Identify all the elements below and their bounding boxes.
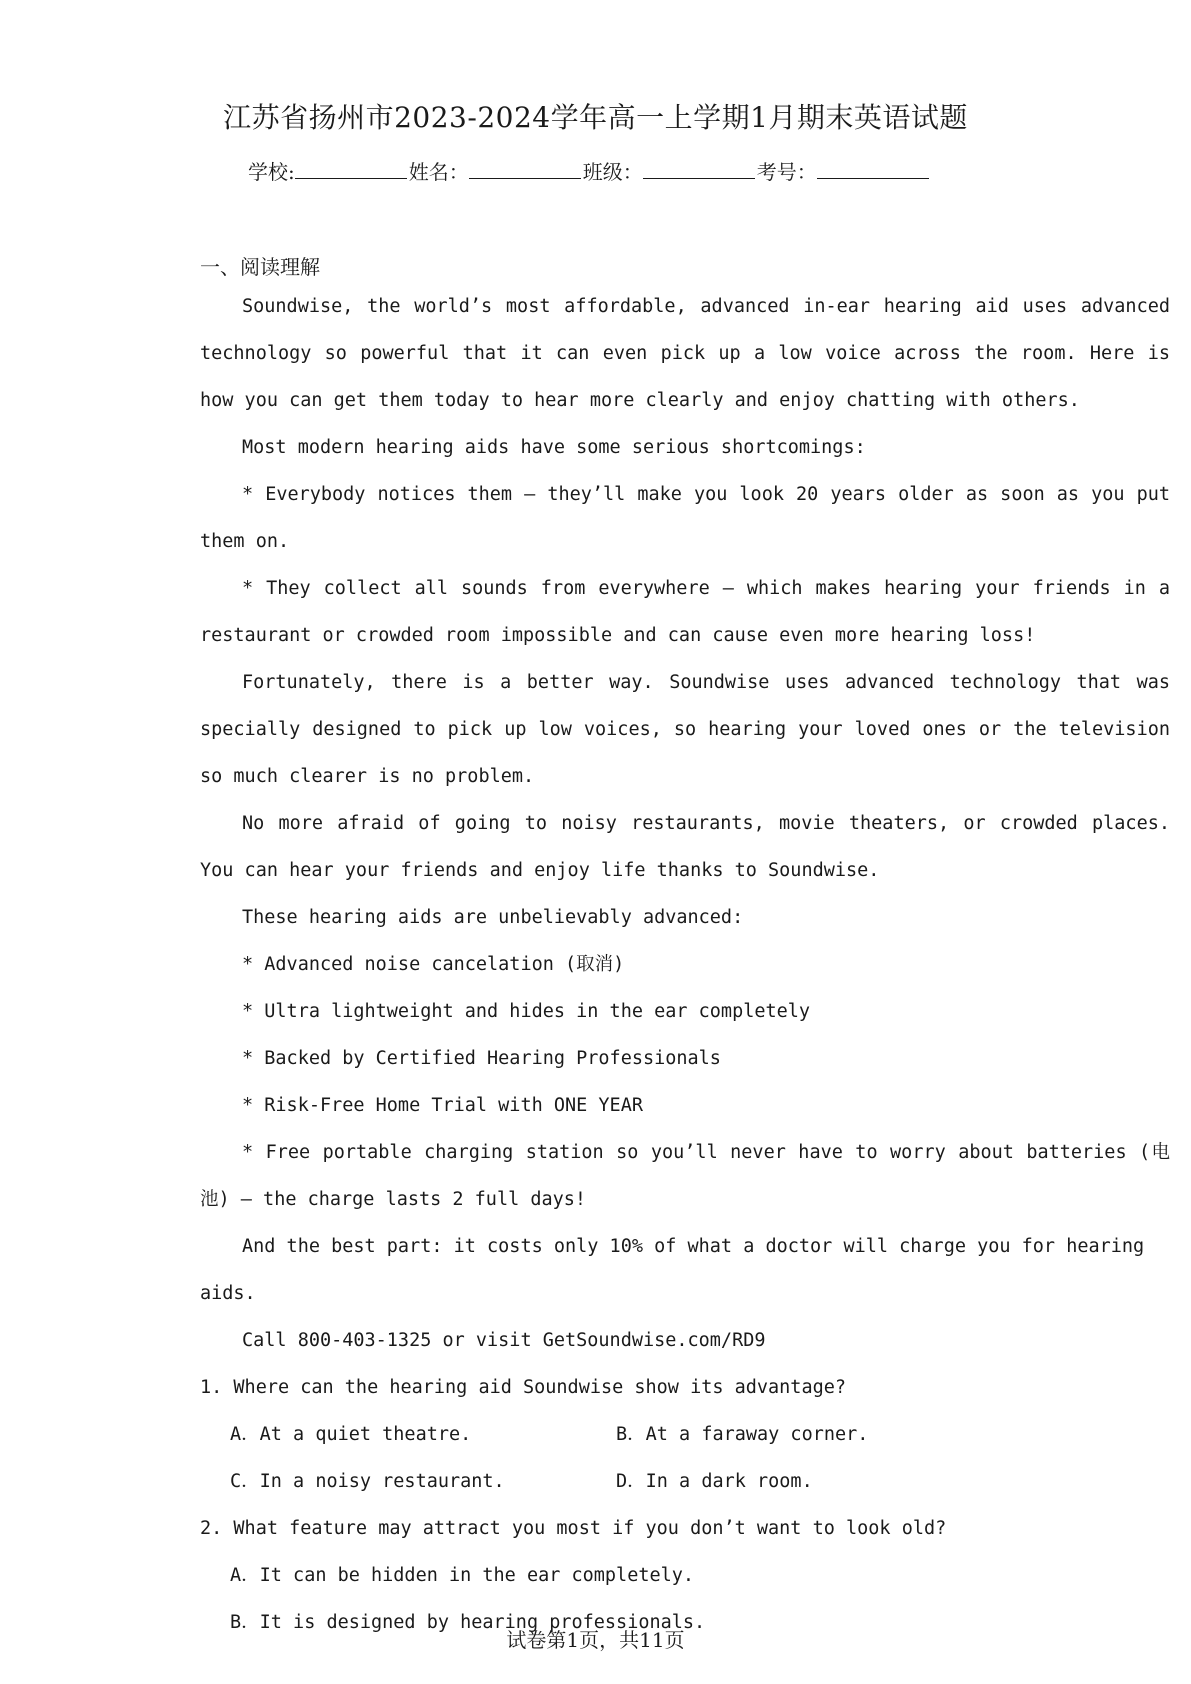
class-label: 班级：	[582, 160, 643, 184]
page-title: 江苏省扬州市2023-2024学年高一上学期1月期末英语试题	[223, 101, 968, 134]
passage-paragraph: Most modern hearing aids have some serious shortcomings:	[242, 437, 866, 458]
exam-no-label: 考号：	[756, 160, 817, 184]
question-stem: 2. What feature may attract you most if you don’t want to look old?	[200, 1518, 947, 1539]
passage-paragraph: Fortunately, there is a better way. Soundwise uses advanced technology that was specially designed to pick up low voices, so hearing your loved ones or the television so much clearer is no problem.	[200, 672, 1170, 787]
page-footer: 试卷第1页，共11页	[506, 1628, 685, 1652]
answer-option-a[interactable]: A．At a quiet theatre.	[230, 1424, 472, 1445]
question-options-row	[200, 1458, 1170, 1505]
passage-paragraph: No more afraid of going to noisy restaurants, movie theaters, or crowded places. You can hear your friends and enjoy life thanks to Soundwise.	[200, 813, 1170, 881]
passage-bullet: * Advanced noise cancelation (取消)	[242, 954, 625, 975]
answer-option-b[interactable]: B．It is designed by hearing professionals.	[230, 1612, 706, 1633]
passage-paragraph: Soundwise, the world’s most affordable, advanced in-ear hearing aid uses advanced technology so powerful that it can even pick up a low voice across the room. Here is how you can get them today to hear more clearly and enjoy chatting with others.	[200, 296, 1170, 411]
passage-bullet: * Risk-Free Home Trial with ONE YEAR	[242, 1095, 643, 1116]
answer-option-b[interactable]: B．At a faraway corner.	[616, 1424, 869, 1445]
answer-option-d[interactable]: D．In a dark room.	[616, 1471, 813, 1492]
passage-bullet: * They collect all sounds from everywhere — which makes hearing your friends in a restaurant or crowded room impossible and can cause even more hearing loss!	[200, 578, 1170, 646]
school-blank[interactable]	[295, 160, 407, 179]
question-stem: 1. Where can the hearing aid Soundwise show its advantage?	[200, 1377, 847, 1398]
school-label: 学校:	[248, 160, 295, 184]
passage-bullet: * Free portable charging station so you’ll never have to worry about batteries (电池) — the charge lasts 2 full days!	[200, 1142, 1170, 1210]
reading-passage	[200, 283, 1170, 1646]
question-options-row	[200, 1411, 1170, 1458]
class-blank[interactable]	[643, 160, 755, 179]
name-blank[interactable]	[469, 160, 581, 179]
passage-paragraph: And the best part: it costs only 10% of what a doctor will charge you for hearing aids.	[200, 1236, 1145, 1304]
passage-bullet: * Backed by Certified Hearing Professionals	[242, 1048, 721, 1069]
answer-option-c[interactable]: C．In a noisy restaurant.	[230, 1471, 505, 1492]
student-info-row	[248, 156, 931, 185]
exam-no-blank[interactable]	[817, 160, 929, 179]
passage-paragraph: These hearing aids are unbelievably advanced:	[242, 907, 744, 928]
answer-option-a[interactable]: A．It can be hidden in the ear completely.	[230, 1565, 695, 1586]
passage-bullet: * Everybody notices them — they’ll make you look 20 years older as soon as you put them on.	[200, 484, 1170, 552]
passage-paragraph: Call 800-403-1325 or visit GetSoundwise.com/RD9	[242, 1330, 766, 1351]
name-label: 姓名：	[408, 160, 469, 184]
passage-bullet: * Ultra lightweight and hides in the ear completely	[242, 1001, 811, 1022]
section-heading: 一、阅读理解	[200, 255, 320, 279]
